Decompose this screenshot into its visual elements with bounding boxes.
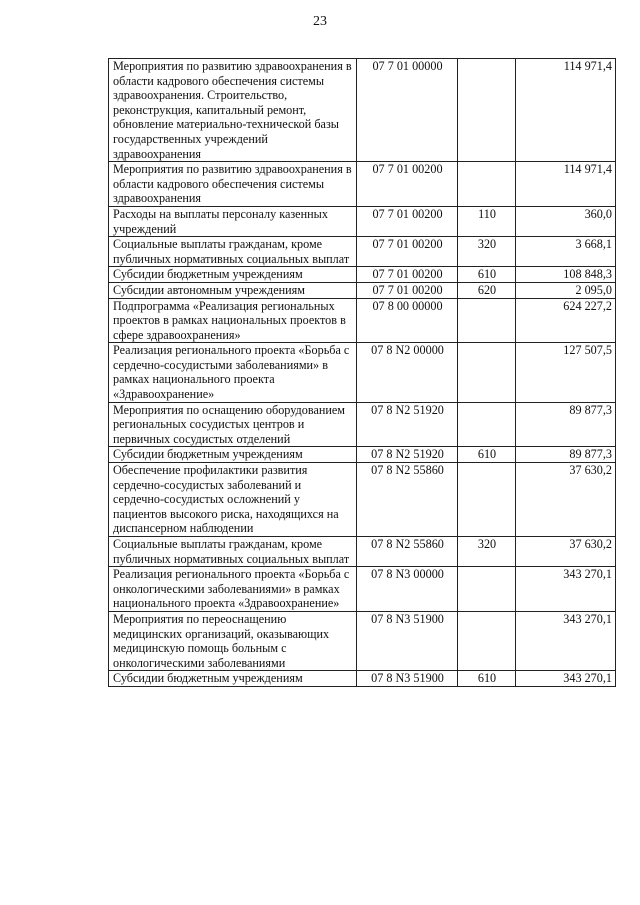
row-code-cell: 07 7 01 00000 [357, 59, 458, 162]
table-row [109, 611, 616, 670]
row-code-cell: 07 8 N2 55860 [357, 463, 458, 537]
table-row [109, 343, 616, 402]
row-sum-cell: 343 270,1 [516, 567, 616, 612]
row-type-cell: 620 [458, 282, 516, 298]
row-name-cell: Социальные выплаты гражданам, кроме публичных нормативных социальных выплат [109, 237, 357, 267]
row-sum-cell: 624 227,2 [516, 298, 616, 343]
row-name-cell: Мероприятия по оснащению оборудованием региональных сосудистых центров и первичных сосудистых отделений [109, 402, 357, 447]
row-type-cell: 610 [458, 671, 516, 687]
row-type-cell: 610 [458, 447, 516, 463]
table-row [109, 298, 616, 343]
row-sum-cell: 127 507,5 [516, 343, 616, 402]
row-type-cell: 610 [458, 267, 516, 283]
row-code-cell: 07 8 N2 51920 [357, 447, 458, 463]
row-sum-cell: 89 877,3 [516, 447, 616, 463]
row-name-cell: Мероприятия по переоснащению медицинских организаций, оказывающих медицинскую помощь больным с онкологическими заболеваниями [109, 611, 357, 670]
table-row [109, 162, 616, 207]
row-type-cell [458, 298, 516, 343]
table-row [109, 206, 616, 236]
row-type-cell: 320 [458, 537, 516, 567]
row-sum-cell: 37 630,2 [516, 537, 616, 567]
row-name-cell: Мероприятия по развитию здравоохранения в области кадрового обеспечения системы здравоохранения. Строительство, реконструкция, капитальный ремонт, обновление материально-технической базы государственных учреждений здравоохранения [109, 59, 357, 162]
row-sum-cell: 114 971,4 [516, 162, 616, 207]
row-code-cell: 07 8 N2 55860 [357, 537, 458, 567]
row-name-cell: Реализация регионального проекта «Борьба с онкологическими заболеваниями» в рамках национального проекта «Здравоохранение» [109, 567, 357, 612]
row-code-cell: 07 8 00 00000 [357, 298, 458, 343]
table-row [109, 237, 616, 267]
row-name-cell: Субсидии автономным учреждениям [109, 282, 357, 298]
table-row [109, 59, 616, 162]
row-code-cell: 07 7 01 00200 [357, 282, 458, 298]
row-type-cell [458, 463, 516, 537]
row-code-cell: 07 8 N3 51900 [357, 671, 458, 687]
row-code-cell: 07 8 N3 00000 [357, 567, 458, 612]
table-row [109, 537, 616, 567]
row-code-cell: 07 7 01 00200 [357, 237, 458, 267]
row-name-cell: Субсидии бюджетным учреждениям [109, 447, 357, 463]
row-sum-cell: 2 095,0 [516, 282, 616, 298]
row-type-cell [458, 343, 516, 402]
row-sum-cell: 89 877,3 [516, 402, 616, 447]
row-code-cell: 07 7 01 00200 [357, 162, 458, 207]
row-name-cell: Обеспечение профилактики развития сердечно-сосудистых заболеваний и сердечно-сосудистых осложнений у пациентов высокого риска, находящихся на диспансерном наблюдении [109, 463, 357, 537]
row-name-cell: Расходы на выплаты персоналу казенных учреждений [109, 206, 357, 236]
row-name-cell: Субсидии бюджетным учреждениям [109, 267, 357, 283]
row-sum-cell: 3 668,1 [516, 237, 616, 267]
row-name-cell: Подпрограмма «Реализация региональных проектов в рамках национальных проектов в сфере здравоохранения» [109, 298, 357, 343]
row-type-cell: 110 [458, 206, 516, 236]
row-sum-cell: 360,0 [516, 206, 616, 236]
row-sum-cell: 343 270,1 [516, 671, 616, 687]
row-sum-cell: 114 971,4 [516, 59, 616, 162]
row-sum-cell: 37 630,2 [516, 463, 616, 537]
row-sum-cell: 108 848,3 [516, 267, 616, 283]
row-name-cell: Реализация регионального проекта «Борьба с сердечно-сосудистыми заболеваниями» в рамках национального проекта «Здравоохранение» [109, 343, 357, 402]
row-code-cell: 07 8 N2 51920 [357, 402, 458, 447]
table-row [109, 463, 616, 537]
row-name-cell: Мероприятия по развитию здравоохранения в области кадрового обеспечения системы здравоохранения [109, 162, 357, 207]
budget-table [108, 58, 616, 687]
table-row [109, 267, 616, 283]
row-type-cell [458, 567, 516, 612]
row-code-cell: 07 7 01 00200 [357, 206, 458, 236]
row-code-cell: 07 8 N2 00000 [357, 343, 458, 402]
page-number: 23 [313, 14, 327, 29]
table-row [109, 447, 616, 463]
row-type-cell [458, 162, 516, 207]
row-code-cell: 07 8 N3 51900 [357, 611, 458, 670]
row-type-cell [458, 611, 516, 670]
row-name-cell: Субсидии бюджетным учреждениям [109, 671, 357, 687]
row-type-cell [458, 402, 516, 447]
row-type-cell [458, 59, 516, 162]
table-row [109, 671, 616, 687]
table-body [109, 59, 616, 687]
table-row [109, 282, 616, 298]
row-code-cell: 07 7 01 00200 [357, 267, 458, 283]
row-type-cell: 320 [458, 237, 516, 267]
row-name-cell: Социальные выплаты гражданам, кроме публичных нормативных социальных выплат [109, 537, 357, 567]
row-sum-cell: 343 270,1 [516, 611, 616, 670]
table-row [109, 567, 616, 612]
table-row [109, 402, 616, 447]
